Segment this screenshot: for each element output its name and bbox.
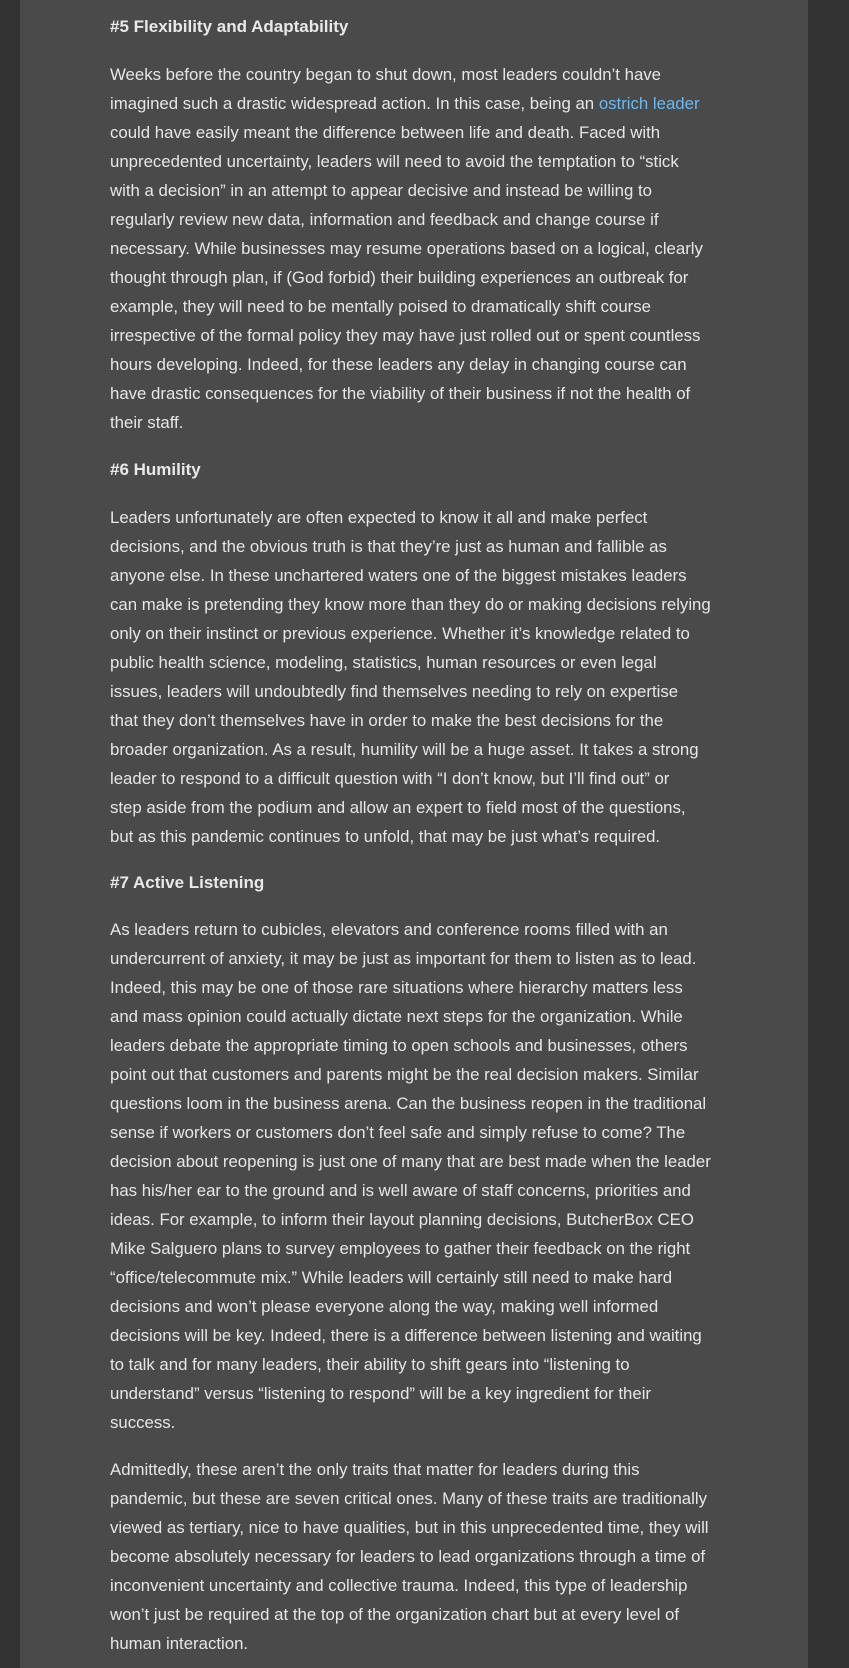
paragraph-line: Weeks before the country began to shut down, most leaders couldn’t have [110,65,662,84]
paragraph-line: but as this pandemic continues to unfold, that may be just what’s required. [110,827,661,846]
paragraph-line: Admittedly, these aren’t the only traits that matter for leaders during this [110,1460,640,1479]
paragraph-line: human interaction. [110,1634,249,1653]
paragraph-line: have drastic consequences for the viability of their business if not the health of [110,384,691,403]
paragraph-line: unprecedented uncertainty, leaders will need to avoid the temptation to “stick [110,152,679,171]
section-heading-flexibility: #5 Flexibility and Adaptability [110,17,349,36]
paragraph-line: won’t just be required at the top of the organization chart but at every level of [110,1605,680,1624]
paragraph-line: sense if workers or customers don’t feel safe and simply refuse to come? The [110,1123,686,1142]
paragraph-line: ideas. For example, to inform their layout planning decisions, ButcherBox CEO [110,1210,694,1229]
paragraph-line: decision about reopening is just one of many that are best made when the leader [110,1152,711,1171]
section-paragraph-flexibility [110,60,703,437]
article-page [20,0,808,1668]
paragraph-line: questions loom in the business arena. Can the business reopen in the traditional [110,1094,707,1113]
paragraph-line: inconvenient uncertainty and collective trauma. Indeed, this type of leadership [110,1576,688,1595]
paragraph-line: to talk and for many leaders, their ability to shift gears into “listening to [110,1355,630,1374]
paragraph-line: broader organization. As a result, humility will be a huge asset. It takes a strong [110,740,699,759]
paragraph-line: step aside from the podium and allow an expert to field most of the questions, [110,798,686,817]
paragraph-line: issues, leaders will undoubtedly find themselves needing to rely on expertise [110,682,679,701]
paragraph-line: pandemic, but these are seven critical ones. Many of these traits are traditionally [110,1489,707,1508]
paragraph-line: decisions will be key. Indeed, there is a difference between listening and waiting [110,1326,702,1345]
paragraph-line: undercurrent of anxiety, it may be just as important for them to listen as to lead. [110,949,697,968]
paragraph-line: and mass opinion could actually dictate next steps for the organization. While [110,1007,683,1026]
paragraph-line: public health science, modeling, statistics, human resources or even legal [110,653,657,672]
paragraph-line: has his/her ear to the ground and is well aware of staff concerns, priorities and [110,1181,691,1200]
paragraph-line: hours developing. Indeed, for these leaders any delay in changing course can [110,355,687,374]
paragraph-line: can make is pretending they know more than they do or making decisions relying [110,595,711,614]
paragraph-line: leaders debate the appropriate timing to open schools and businesses, others [110,1036,688,1055]
paragraph-line: thought through plan, if (God forbid) their building experiences an outbreak for [110,268,689,287]
paragraph-line: understand” versus “listening to respond” will be a key ingredient for their [110,1384,652,1403]
paragraph-line: As leaders return to cubicles, elevators and conference rooms filled with an [110,920,668,939]
section-paragraph-active-listening [110,915,711,1437]
section-paragraph-humility [110,503,711,851]
paragraph-line: necessary. While businesses may resume operations based on a logical, clearly [110,239,703,258]
paragraph-line: point out that customers and parents might be the real decision makers. Similar [110,1065,699,1084]
paragraph-line: “office/telecommute mix.” While leaders will certainly still need to make hard [110,1268,673,1287]
paragraph-line: Mike Salguero plans to survey employees to gather their feedback on the right [110,1239,691,1258]
paragraph-line: example, they will need to be mentally poised to dramatically shift course [110,297,651,316]
paragraph-line: decisions and won’t please everyone along the way, making well informed [110,1297,659,1316]
section-heading-humility: #6 Humility [110,460,201,479]
paragraph-line: their staff. [110,413,184,432]
paragraph-line: that they don’t themselves have in order to make the best decisions for the [110,711,664,730]
ostrich-leader-link[interactable]: ostrich leader [598,94,700,113]
paragraph-line: Indeed, this may be one of those rare situations where hierarchy matters less [110,978,683,997]
paragraph-line: success. [110,1413,176,1432]
paragraph-line: anyone else. In these unchartered waters one of the biggest mistakes leaders [110,566,687,585]
paragraph-line: only on their instinct or previous experience. Whether it’s knowledge related to [110,624,690,643]
paragraph-line: could have easily meant the difference between life and death. Faced with [110,123,661,142]
section-heading-active-listening: #7 Active Listening [110,873,265,892]
conclusion-paragraph [110,1455,709,1658]
paragraph-line: with a decision” in an attempt to appear decisive and instead be willing to [110,181,652,200]
paragraph-line: leader to respond to a difficult question with “I don’t know, but I’ll find out” or [110,769,670,788]
paragraph-line: Leaders unfortunately are often expected to know it all and make perfect [110,508,648,527]
paragraph-line-with-link [110,89,703,118]
paragraph-line: regularly review new data, information and feedback and change course if [110,210,659,229]
paragraph-line-text: imagined such a drastic widespread action. In this case, being an [110,94,599,113]
paragraph-line: become absolutely necessary for leaders to lead organizations through a time of [110,1547,706,1566]
paragraph-line: decisions, and the obvious truth is that they’re just as human and fallible as [110,537,667,556]
paragraph-line: irrespective of the formal policy they may have just rolled out or spent countless [110,326,701,345]
paragraph-line: viewed as tertiary, nice to have qualities, but in this unprecedented time, they will [110,1518,709,1537]
